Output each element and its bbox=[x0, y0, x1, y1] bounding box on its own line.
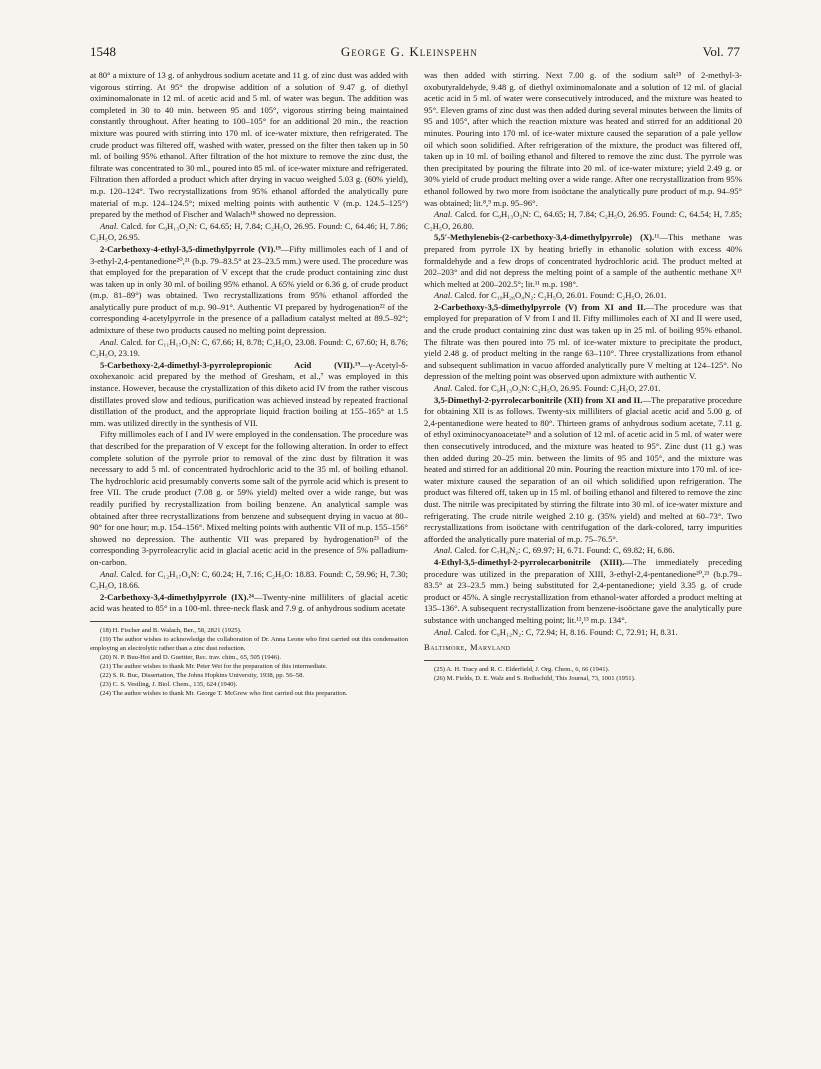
anal-label: Anal. bbox=[434, 626, 453, 637]
paragraph-text: —The immediately preceding procedure was utilized in the preparation of XIII, 3-ethyl-2,4-pentanedione²⁰,²¹ (b.p.79–83.5° at 23–23.5 mm.) being substituted for 2,4-pentanedione; yield 3.35 g. of crude product or 45%. A single recrystallization from ethanol-water afforded a product melting at 135–136°. A subsequent recrystallization from benzene-isoöctane gave the analytically pure substance with unchanged melting point; lit.¹²,¹³ m.p. 134°. bbox=[424, 556, 742, 625]
analysis-text: Calcd. for C₉H₁₃O₂N: C₂H₅O, 26.95. Found: C₂H₅O, 27.01. bbox=[452, 383, 661, 394]
section-paragraph bbox=[424, 395, 742, 546]
analysis-paragraph bbox=[424, 545, 742, 557]
analysis-text: Calcd. for C₉H₁₃O₂N: C, 64.65; H, 7.84; C₂H₅O, 26.95. Found: C, 64.54; H, 7.85; C₂H₅O, 26.80. bbox=[424, 209, 742, 231]
paragraph-text: —γ-Acetyl-δ-oxohexanoic acid prepared by the method of Gresham, et al.,⁷ was employed in this instance. However, because the crystallization of this diketo acid IV from the rather viscous distillates proved slow and tedious, purification was achieved instead by repeated fractional distillation of the product, and the appropriate liquid fraction boiling at 155–165° at 1.5 mm. was utilized directly in the synthesis of VII. bbox=[90, 359, 408, 428]
analysis-text: Calcd. for C₉H₁₃O₂N: C, 64.65; H, 7.84; C₂H₅O, 26.95. Found: C, 64.46; H, 7.86; C₂H₅O, 26.95. bbox=[90, 220, 408, 243]
footnote: (22) S. R. Buc, Dissertation, The Johns Hopkins University, 1938, pp. 56–58. bbox=[100, 671, 305, 679]
analysis-paragraph bbox=[424, 290, 742, 302]
affiliation-place: Baltimore, Maryland bbox=[424, 642, 511, 653]
compound-heading: 2-Carbethoxy-4-ethyl-3,5-dimethylpyrrole (VI).¹⁹ bbox=[100, 243, 281, 254]
footnote-divider bbox=[90, 621, 200, 622]
footnotes bbox=[90, 626, 408, 698]
left-column bbox=[90, 70, 408, 698]
paragraph: Fifty millimoles each of I and IV were employed in the condensation. The procedure was that described for the preparation of V except for the following alteration. In order to effect complete solution of the pyrrole prior to removal of the zinc dust by filtration it was necessary to add 5 ml. of concentrated hydrochloric acid to the 35 ml. of boiling ethanol. The hydrochloric acid presumably converts some salt of the pyrrole acid which is present to free VII. The crude product (7.08 g. or 59% yield) melted over a wide range, but was readily purified by recrystallization from boiling benzene. An analytical sample was obtained after three recrystallizations from benzene and subsequent drying in vacuo at 80–90° for one hour; m.p. 154–156°. Mixed melting points with authentic VII of m.p. 155–156° showed no depression. The authentic VII was prepared by hydrogenation²³ of the corresponding 3-pyrroleacrylic acid in glacial acetic acid in the presence of 5% palladium-on-carbon. bbox=[90, 429, 408, 567]
analysis-paragraph bbox=[424, 209, 742, 232]
compound-heading: 4-Ethyl-3,5-dimethyl-2-pyrrolecarbonitrile (XIII). bbox=[434, 556, 625, 567]
anal-label: Anal. bbox=[434, 209, 453, 220]
section-paragraph bbox=[90, 360, 408, 430]
section-paragraph bbox=[424, 232, 742, 290]
paragraph: at 80° a mixture of 13 g. of anhydrous sodium acetate and 11 g. of zinc dust was added with vigorous stirring. At 95° the dropwise addition of a solution of 9.47 g. of diethyl oximinomalonate in 12 ml. of acetic acid and 5 ml. of water was begun. The addition was completed in 30 to 40 min. between 95 and 105°, vigorous stirring being maintained constantly throughout. After heating to 100–105° for an additional 20 min., the reaction mixture was poured with stirring into 170 ml. of ice-water mixture, then refrigerated. The crude product was filtered off, washed with water, pressed on the filter then taken up in 50 ml. of boiling 95% ethanol. After filtration of the hot mixture to remove the zinc dust, the filtrate was concentrated to 30 ml., poured into 85 ml. of ice-water mixture and refrigerated. Filtration then afforded a product which after drying in vacuo weighed 5.03 g. (60% yield), m.p. 120–124°. Two recrystallizations from 95% ethanol afforded the analytically pure material of m.p. 124–124.5°; mixed melting points with authentic V (m.p. 124.5–125°) prepared by the method of Fischer and Walach¹⁸ showed no depression. bbox=[90, 70, 408, 220]
footnote: (26) M. Fields, D. E. Walz and S. Rothschild, This Journal, 73, 1001 (1951). bbox=[434, 674, 636, 682]
compound-heading: 3,5-Dimethyl-2-pyrrolecarbonitrile (XII) from XI and II. bbox=[434, 394, 643, 405]
running-author: George G. Kleinspehn bbox=[340, 44, 478, 59]
right-column bbox=[424, 70, 742, 683]
compound-heading: 2-Carbethoxy-3,5-dimethylpyrrole (V) from XI and II. bbox=[434, 301, 646, 312]
analysis-paragraph bbox=[90, 337, 408, 360]
analysis-text: Calcd. for C₁₁H₁₇O₂N: C, 67.66; H, 8.78; C₂H₅O, 23.08. Found: C, 67.60; H, 8.76; C₂H₅O, 23.19. bbox=[90, 336, 408, 359]
footnotes bbox=[424, 665, 742, 683]
anal-label: Anal. bbox=[100, 336, 119, 347]
analysis-paragraph bbox=[424, 383, 742, 395]
analysis-text: Calcd. for C₇H₈N₂: C, 69.97; H, 6.71. Found: C, 69.82; H, 6.86. bbox=[452, 545, 675, 556]
analysis-paragraph bbox=[90, 569, 408, 592]
footnote: (24) The author wishes to thank Mr. George T. McGrew who first carried out this preparation. bbox=[100, 689, 348, 697]
paragraph: was then added with stirring. Next 7.00 g. of the sodium salt²⁵ of 2-methyl-3-oxobutyraldehyde, 9.48 g. of diethyl oximinomalonate and a solution of 12 ml. of glacial acetic acid in 5 ml. of water were consecutively introduced, and the mixture was heated to 95°. Eleven grams of zinc dust was then added during several minutes between the limits of 95 and 105°, after which the reaction mixture was heated and stirred for an additional 20 minutes. Pouring into 170 ml. of ice-water mixture caused the separation of a pale yellow oil which soon solidified. After refrigeration of the mixture, the product was filtered off, taken up in 10 ml. of boiling ethanol and filtered to remove the zinc dust. The pyrrole was then precipitated by pouring the filtrate into 20 ml. of ice-water mixture; yield 2.49 g. or 30% yield of crude product melting over a wide range. After one recrystallization from 95% ethanol followed by two more from isoöctane the analytically pure product of m.p. 94–95° was obtained; lit.⁸,⁹ m.p. 95–96°. bbox=[424, 70, 742, 208]
anal-label: Anal. bbox=[434, 383, 453, 394]
footnote: (23) C. S. Vestling, J. Biol. Chem., 135, 624 (1940). bbox=[100, 680, 238, 688]
section-paragraph bbox=[424, 557, 742, 627]
footnote-divider bbox=[424, 660, 534, 661]
footnote: (21) The author wishes to thank Mr. Peter Wei for the preparation of this intermediate. bbox=[100, 662, 328, 670]
section-paragraph bbox=[90, 592, 408, 615]
anal-label: Anal. bbox=[100, 568, 119, 579]
footnote: (25) A. H. Tracy and R. C. Elderfield, J. Org. Chem., 6, 66 (1941). bbox=[434, 665, 610, 673]
paragraph-text: —The procedure was that employed for preparation of V from I and II. Fifty millimoles each of XI and II were used, and the crude product containing zinc dust was taken up in 25 ml. of boiling 95% ethanol. The filtrate was then poured into 75 ml. of ice-water mixture to precipitate the product, yield 2.48 g. of product melting in the range 63–110°. Three crystallizations from ethanol and subsequent sublimation in vacuo afforded analytically pure V melting at 124–125°. No depression of the melting point was observed upon admixture with authentic V. bbox=[424, 301, 742, 382]
compound-heading: 5-Carbethoxy-2,4-dimethyl-3-pyrrolepropionic Acid (VII).¹⁹ bbox=[100, 359, 361, 370]
page-number: 1548 bbox=[90, 44, 116, 59]
paragraph-text: ¹¹—This methane was prepared from pyrrole IX by heating briefly in ethanolic solution with excess 40% formaldehyde and a few drops of concentrated hydrochloric acid. The product melted at 202–203° and did not depress the melting point of a sample of the authentic methane X¹¹ which melted at 200–202.5°; lit.¹¹ m.p. 198°. bbox=[424, 232, 742, 289]
anal-label: Anal. bbox=[100, 220, 119, 231]
compound-heading: 5,5′-Methylenebis-(2-carbethoxy-3,4-dimethylpyrrole) (X). bbox=[434, 232, 655, 243]
running-header bbox=[90, 44, 740, 60]
volume-label: Vol. 77 bbox=[702, 44, 740, 59]
anal-label: Anal. bbox=[434, 290, 453, 301]
footnote: (19) The author wishes to acknowledge the collaboration of Dr. Anna Leone who first carried out this condensation employing an electrolytic rather than a zinc dust reduction. bbox=[90, 635, 408, 652]
paragraph-text: —Twenty-nine milliliters of glacial acetic acid was heated to 85° in a 100-ml. three-neck flask and 7.9 g. of anhydrous sodium acetate bbox=[90, 591, 408, 614]
compound-heading: 2-Carbethoxy-3,4-dimethylpyrrole (IX).²⁴ bbox=[100, 591, 254, 602]
analysis-text: Calcd. for C₉H₁₂N₂: C, 72.94; H, 8.16. Found: C, 72.91; H, 8.31. bbox=[452, 626, 678, 637]
section-paragraph bbox=[424, 302, 742, 383]
paragraph-text: —The preparative procedure for obtaining XII is as follows. Twenty-six milliliters of glacial acetic acid and 5.00 g. of 2,4-pentanedione were heated to 80°. Thirteen grams of anhydrous sodium acetate, 7.11 g. of ethyl oximinocyanoacetate²⁶ and a solution of 12 ml. of acetic acid in 5 ml. of water were then consecutively introduced, and the mixture was heated to 95°. Zinc dust (11 g.) was then added during 20–25 min. between the limits of 95 and 105°, and the mixture was heated and stirred for an additional 20 min. Pouring the reaction mixture into 170 ml. of ice-water mixture caused the separation of an oil which solidified upon refrigeration. The product was filtered off, taken up in 15 ml. of boiling ethanol and filtered to remove the zinc dust. The nitrile was precipitated by stirring the filtrate into 30 ml. of ice-water mixture and refrigerating. The crude nitrile weighed 2.10 g. (35% yield) and melted at 60–73°. Two recrystallizations from isoöctane with centrifugation of the dark-colored, tarry impurities afforded the analytically pure material of m.p. 75–76.5°. bbox=[424, 394, 742, 544]
analysis-text: Calcd. for C₁₉H₂₆O₄N₂: C₂H₅O, 26.01. Found: C₂H₅O, 26.01. bbox=[452, 290, 667, 301]
section-paragraph bbox=[90, 244, 408, 337]
analysis-text: Calcd. for C₁₂H₁₇O₄N: C, 60.24; H, 7.16; C₂H₅O: 18.83. Found: C, 59.96; H, 7.30; C₂H₅O, 18.66. bbox=[90, 568, 408, 591]
paragraph-text: —Fifty millimoles each of I and of 3-ethyl-2,4-pentanedione²⁰,²¹ (b.p. 79–83.5° at 23–23.5 mm.) were used. The procedure was that employed for the preparation of V except that the crude product containing zinc dust was taken up in only 30 ml. of boiling 95% ethanol. A 65% yield or 6.36 g. of crude product (m.p. 81–89°) was obtained. Two recrystallizations from 95% ethanol afforded the analytically pure product of m.p. 90–91°. Authentic VI prepared by hydrogenation²² of the corresponding 4-acetylpyrrole in the presence of a palladium catalyst melted at 89.5–92°; admixture of these two products caused no melting point depression. bbox=[90, 243, 409, 336]
footnote: (18) H. Fischer and B. Walach, Ber., 58, 2821 (1925). bbox=[100, 626, 242, 634]
analysis-paragraph bbox=[424, 627, 742, 639]
footnote: (20) N. P. Buu-Hoi and D. Guettier, Rec. trav. chim., 65, 505 (1946). bbox=[100, 653, 281, 661]
analysis-paragraph bbox=[90, 221, 408, 244]
anal-label: Anal. bbox=[434, 545, 453, 556]
